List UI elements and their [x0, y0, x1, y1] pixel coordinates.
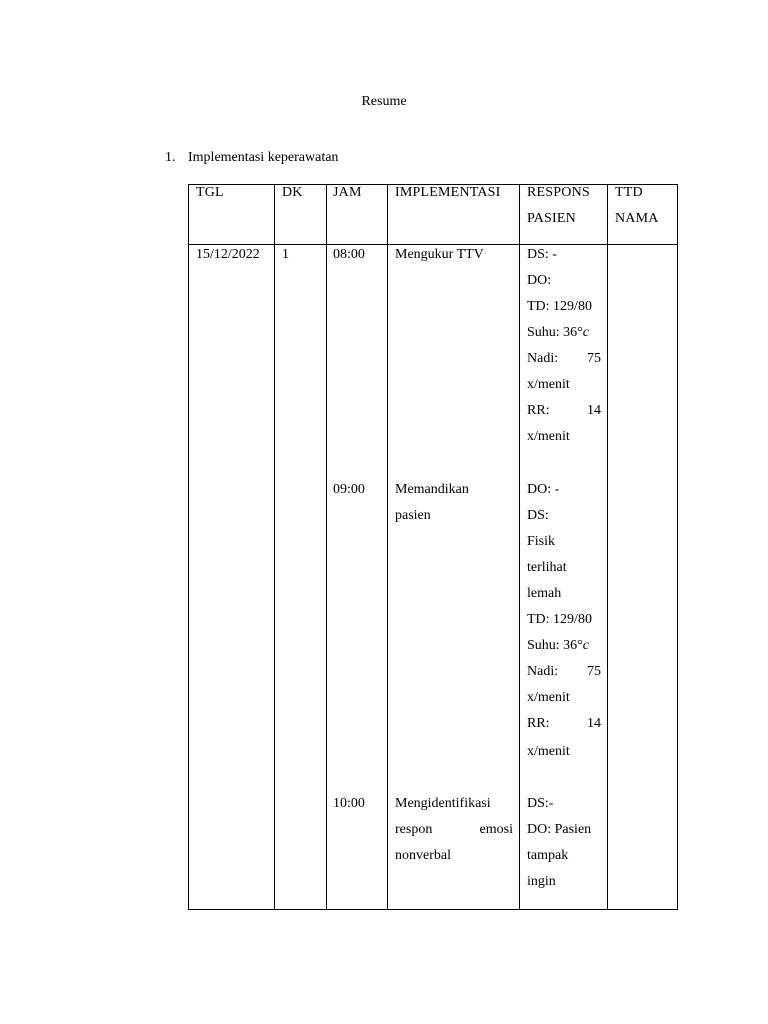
response-line-text: Suhu: 36° [527, 638, 583, 653]
section-number: 1. [165, 150, 176, 165]
response-line: DS: [527, 508, 549, 523]
celsius-unit: c [582, 325, 589, 340]
section-label: Implementasi keperawatan [188, 150, 339, 165]
celsius-unit: c [582, 638, 589, 653]
header-dk: DK [282, 185, 303, 200]
entry-time: 09:00 [333, 482, 365, 497]
response-line: TD: 129/80 [527, 612, 592, 627]
page-title: Resume [361, 94, 407, 109]
entry-implementation: Mengidentifikasi [395, 796, 491, 811]
row-dk: 1 [282, 247, 289, 262]
table-border-bottom [188, 909, 678, 910]
response-line: terlihat [527, 560, 567, 575]
response-line: lemah [527, 586, 562, 601]
header-tgl: TGL [196, 185, 224, 200]
response-line: ingin [527, 874, 556, 889]
table-border-left [188, 184, 189, 910]
table-divider-implementasi [387, 184, 388, 910]
entry-time: 08:00 [333, 247, 365, 262]
entry-implementation: Mengukur TTV [395, 247, 484, 262]
response-line: x/menit [527, 429, 570, 444]
header-ttd-line1: TTD [615, 185, 643, 200]
response-line [527, 633, 589, 659]
response-line: DO: Pasien [527, 822, 592, 837]
entry-implementation: respon emosi [395, 822, 513, 837]
response-line: Nadi: 75 [527, 351, 601, 366]
header-implementasi: IMPLEMENTASI [395, 185, 501, 200]
header-respons-line1: RESPONS [527, 185, 590, 200]
response-line: DO: [527, 273, 552, 288]
response-line: DO: - [527, 482, 560, 497]
table-divider-dk [274, 184, 275, 910]
response-line: RR: 14 [527, 403, 601, 418]
entry-implementation: pasien [395, 508, 431, 523]
header-ttd-line2: NAMA [615, 211, 659, 226]
response-line: tampak [527, 848, 569, 863]
response-line: DS:- [527, 796, 554, 811]
entry-implementation: nonverbal [395, 848, 451, 863]
response-line: x/menit [527, 377, 570, 392]
header-jam: JAM [333, 185, 362, 200]
table-border-right [677, 184, 678, 910]
response-line: Fisik [527, 534, 556, 549]
response-line: x/menit [527, 744, 570, 759]
response-line: TD: 129/80 [527, 299, 592, 314]
table-divider-respons [519, 184, 520, 910]
header-respons-line2: PASIEN [527, 211, 576, 226]
section-heading [165, 150, 338, 166]
entry-implementation: Memandikan [395, 482, 469, 497]
response-line: RR: 14 [527, 716, 601, 731]
response-line [527, 320, 589, 346]
entry-time: 10:00 [333, 796, 365, 811]
response-line: DS: - [527, 247, 557, 262]
response-line: Nadi: 75 [527, 664, 601, 679]
table-divider-ttd [607, 184, 608, 910]
response-line-text: Suhu: 36° [527, 325, 583, 340]
response-line: x/menit [527, 690, 570, 705]
table-divider-jam [326, 184, 327, 910]
row-date: 15/12/2022 [196, 247, 260, 262]
